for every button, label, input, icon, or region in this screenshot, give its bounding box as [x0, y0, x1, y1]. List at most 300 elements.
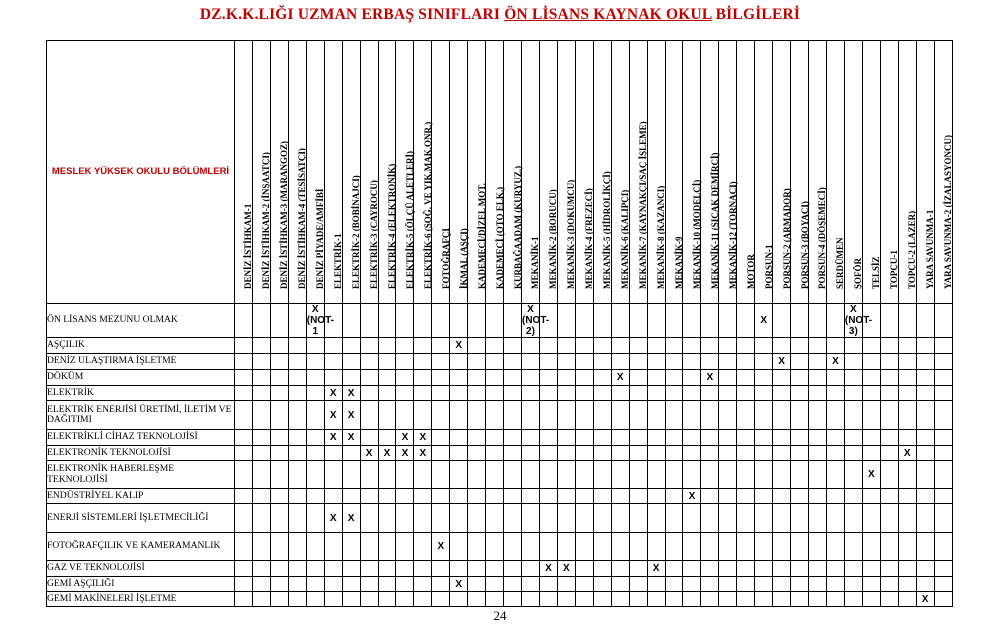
- table-cell: [791, 401, 809, 430]
- table-cell: [432, 354, 450, 370]
- table-cell: [324, 386, 342, 401]
- table-cell: [791, 370, 809, 386]
- table-cell: [504, 338, 522, 354]
- table-cell: [396, 304, 414, 338]
- table-cell: [539, 533, 557, 561]
- table-cell: [522, 401, 540, 430]
- table-cell: [791, 561, 809, 577]
- table-cell: [880, 386, 898, 401]
- table-cell: [701, 461, 719, 489]
- table-cell: [486, 386, 504, 401]
- check-mark: X: [778, 356, 785, 367]
- table-cell: [773, 370, 791, 386]
- table-cell: [826, 489, 844, 504]
- table-cell: [665, 386, 683, 401]
- table-cell: [306, 401, 324, 430]
- table-cell: [324, 533, 342, 561]
- table-cell: [450, 561, 468, 577]
- table-cell: [844, 386, 862, 401]
- table-cell: [235, 338, 253, 354]
- check-mark: X: [455, 340, 463, 351]
- table-cell: [773, 461, 791, 489]
- table-cell: [934, 430, 952, 446]
- table-cell: [235, 354, 253, 370]
- table-cell: [755, 577, 773, 592]
- column-header-label: ELEKTRİK-3 (CAYROCU): [369, 180, 380, 289]
- table-cell: [432, 592, 450, 607]
- table-cell: [862, 461, 880, 489]
- table-cell: [701, 577, 719, 592]
- table-cell: [791, 430, 809, 446]
- table-cell: [898, 370, 916, 386]
- table-cell: [701, 561, 719, 577]
- table-cell: [898, 386, 916, 401]
- table-cell: [737, 504, 755, 533]
- check-mark: X: [329, 432, 337, 443]
- table-cell: [270, 304, 288, 338]
- column-header: [773, 41, 791, 304]
- table-cell: [432, 401, 450, 430]
- table-cell: [880, 533, 898, 561]
- table-cell: [414, 446, 432, 461]
- table-cell: [306, 533, 324, 561]
- table-cell: [826, 577, 844, 592]
- table-cell: [504, 304, 522, 338]
- table-cell: [665, 370, 683, 386]
- table-cell: [360, 592, 378, 607]
- column-header-label: DENİZ İSTİHKAM-2 (İNŞAATÇI): [261, 152, 272, 289]
- table-cell: [235, 446, 253, 461]
- table-cell: [880, 461, 898, 489]
- table-cell: [880, 401, 898, 430]
- table-cell: [683, 461, 701, 489]
- table-cell: [826, 354, 844, 370]
- table-cell: [809, 561, 827, 577]
- table-cell: [522, 370, 540, 386]
- table-cell: [683, 592, 701, 607]
- column-header: [719, 41, 737, 304]
- column-header: [414, 41, 432, 304]
- table-cell: [324, 430, 342, 446]
- table-cell: [683, 430, 701, 446]
- table-cell: [665, 401, 683, 430]
- table-cell: [737, 489, 755, 504]
- table-cell: [575, 304, 593, 338]
- table-cell: [826, 304, 844, 338]
- table-cell: [378, 592, 396, 607]
- table-cell: [252, 504, 270, 533]
- column-header-label: SERDÜMEN: [835, 237, 846, 289]
- table-cell: [593, 446, 611, 461]
- table-cell: [755, 401, 773, 430]
- table-cell: [378, 401, 396, 430]
- table-cell: [522, 338, 540, 354]
- table-cell: [288, 592, 306, 607]
- column-header-label: MEKANİK-5 (HİDROLİKÇİ): [602, 171, 613, 289]
- table-cell: [791, 338, 809, 354]
- column-header: [486, 41, 504, 304]
- table-cell: [396, 504, 414, 533]
- table-cell: [773, 561, 791, 577]
- table-cell: [378, 430, 396, 446]
- table-cell: [629, 430, 647, 446]
- table-cell: [755, 386, 773, 401]
- table-cell: [934, 533, 952, 561]
- table-cell: [504, 446, 522, 461]
- table-cell: [809, 533, 827, 561]
- table-cell: [396, 386, 414, 401]
- column-header-label: MOTOR: [745, 254, 756, 289]
- table-cell: [414, 386, 432, 401]
- table-cell: [898, 489, 916, 504]
- table-cell: [252, 461, 270, 489]
- table-cell: [611, 533, 629, 561]
- table-cell: [916, 304, 934, 338]
- column-header: [360, 41, 378, 304]
- check-mark: X: [867, 469, 875, 480]
- table-cell: [755, 446, 773, 461]
- table-cell: [235, 592, 253, 607]
- table-cell: [575, 401, 593, 430]
- check-mark: X: [527, 304, 534, 315]
- table-cell: [235, 461, 253, 489]
- column-header: [288, 41, 306, 304]
- column-header: [252, 41, 270, 304]
- column-header: [880, 41, 898, 304]
- table-cell: [934, 354, 952, 370]
- table-cell: [360, 338, 378, 354]
- table-cell: [737, 304, 755, 338]
- table-cell: [665, 577, 683, 592]
- column-header-label: PORSUN-4 (DÖŞEMECİ): [817, 187, 828, 289]
- title-part-1: DZ.K.K.LIĞI UZMAN ERBAŞ SINIFLARI: [199, 6, 505, 23]
- table-cell: [629, 504, 647, 533]
- table-cell: [342, 430, 360, 446]
- table-cell: [809, 370, 827, 386]
- table-cell: [647, 504, 665, 533]
- check-mark: X: [616, 372, 624, 383]
- column-header-label: MEKANİK-12 (TORNACI): [727, 181, 738, 289]
- table-cell: [844, 561, 862, 577]
- column-header: [396, 41, 414, 304]
- table-cell: [468, 338, 486, 354]
- table-cell: [486, 592, 504, 607]
- row-label: ENERJİ SİSTEMLERİ İŞLETMECİLİĞİ: [47, 504, 235, 533]
- table-cell: [378, 504, 396, 533]
- table-cell: [378, 561, 396, 577]
- table-cell: [809, 489, 827, 504]
- table-cell: [252, 430, 270, 446]
- table-cell: [683, 577, 701, 592]
- table-cell: [288, 338, 306, 354]
- table-cell: [844, 304, 873, 338]
- table-cell: [235, 401, 253, 430]
- row-label: ELEKTRİK: [47, 386, 235, 401]
- table-cell: [432, 577, 450, 592]
- table-cell: [522, 592, 540, 607]
- table-cell: [378, 577, 396, 592]
- table-cell: [916, 446, 934, 461]
- table-cell: [450, 504, 468, 533]
- table-cell: [844, 354, 862, 370]
- table-cell: [378, 338, 396, 354]
- table-cell: [665, 592, 683, 607]
- check-mark: X: [311, 304, 319, 315]
- table-cell: [773, 386, 791, 401]
- table-cell: [539, 338, 557, 354]
- table-cell: [773, 533, 791, 561]
- table-cell: [719, 577, 737, 592]
- table-row: [47, 577, 953, 592]
- table-cell: [504, 533, 522, 561]
- table-cell: [862, 401, 880, 430]
- column-header: [432, 41, 450, 304]
- table-cell: [791, 533, 809, 561]
- table-cell: [593, 304, 611, 338]
- table-cell: [575, 504, 593, 533]
- column-header-label: İKMAL (AŞÇI): [458, 228, 469, 289]
- table-cell: [665, 561, 683, 577]
- column-header: [683, 41, 701, 304]
- note-ref: (NOT-2): [522, 315, 550, 337]
- table-cell: [557, 561, 575, 577]
- table-cell: [593, 533, 611, 561]
- table-cell: [432, 386, 450, 401]
- table-cell: [719, 592, 737, 607]
- table-cell: [396, 338, 414, 354]
- table-cell: [378, 446, 396, 461]
- table-cell: [432, 533, 450, 561]
- table-cell: [306, 489, 324, 504]
- table-cell: [934, 446, 952, 461]
- table-cell: [468, 577, 486, 592]
- column-header: [647, 41, 665, 304]
- table-cell: [826, 338, 844, 354]
- table-cell: [773, 304, 791, 338]
- table-cell: [306, 304, 334, 338]
- table-cell: [701, 354, 719, 370]
- table-cell: [557, 386, 575, 401]
- column-header-label: ŞOFÖR: [853, 257, 864, 289]
- table-cell: [557, 446, 575, 461]
- table-cell: [539, 592, 557, 607]
- table-cell: [593, 489, 611, 504]
- table-cell: [414, 577, 432, 592]
- table-cell: [862, 446, 880, 461]
- table-cell: [916, 430, 934, 446]
- table-cell: [773, 592, 791, 607]
- table-cell: [557, 577, 575, 592]
- table-cell: [880, 370, 898, 386]
- table-cell: [414, 338, 432, 354]
- table-cell: [629, 461, 647, 489]
- table-cell: [468, 489, 486, 504]
- table-cell: [647, 401, 665, 430]
- note-ref: (NOT-1: [306, 315, 334, 337]
- check-mark: X: [563, 563, 570, 574]
- table-cell: [611, 304, 629, 338]
- table-cell: [934, 401, 952, 430]
- table-cell: [880, 430, 898, 446]
- table-cell: [611, 592, 629, 607]
- table-cell: [826, 386, 844, 401]
- table-cell: [737, 577, 755, 592]
- table-cell: [593, 504, 611, 533]
- table-cell: [934, 489, 952, 504]
- table-cell: [557, 489, 575, 504]
- table-cell: [880, 304, 898, 338]
- table-cell: [647, 430, 665, 446]
- table-cell: [683, 338, 701, 354]
- note-ref: (NOT-3): [844, 315, 873, 337]
- table-cell: [809, 592, 827, 607]
- table-cell: [773, 430, 791, 446]
- table-cell: [414, 401, 432, 430]
- table-row: [47, 401, 953, 430]
- table-cell: [396, 489, 414, 504]
- table-cell: [432, 561, 450, 577]
- column-header-label: MEKANİK-3 (DOKUMCU): [566, 179, 577, 289]
- table-cell: [450, 401, 468, 430]
- table-cell: [324, 338, 342, 354]
- table-cell: [647, 354, 665, 370]
- table-cell: [557, 592, 575, 607]
- check-mark: X: [419, 447, 427, 459]
- table-cell: [826, 430, 844, 446]
- table-cell: [791, 504, 809, 533]
- table-cell: [755, 592, 773, 607]
- table-cell: [737, 533, 755, 561]
- check-mark: X: [832, 356, 839, 367]
- check-mark: X: [365, 447, 373, 459]
- row-label: FOTOĞRAFÇILIK VE KAMERAMANLIK: [47, 533, 235, 561]
- table-cell: [593, 354, 611, 370]
- table-cell: [288, 386, 306, 401]
- check-mark: X: [347, 512, 355, 524]
- table-cell: [306, 354, 324, 370]
- table-cell: [557, 461, 575, 489]
- table-cell: [629, 354, 647, 370]
- table-cell: [737, 461, 755, 489]
- table-cell: [486, 489, 504, 504]
- table-cell: [844, 533, 862, 561]
- table-cell: [252, 354, 270, 370]
- table-cell: [629, 370, 647, 386]
- table-cell: [450, 338, 468, 354]
- row-label: GEMİ MAKİNELERİ İŞLETME: [47, 592, 235, 607]
- table-cell: [539, 386, 557, 401]
- table-cell: [360, 446, 378, 461]
- table-cell: [324, 370, 342, 386]
- table-cell: [342, 354, 360, 370]
- table-cell: [288, 577, 306, 592]
- table-cell: [844, 370, 862, 386]
- table-cell: [719, 504, 737, 533]
- table-cell: [414, 430, 432, 446]
- table-cell: [898, 338, 916, 354]
- check-mark: X: [850, 304, 857, 315]
- table-cell: [486, 370, 504, 386]
- column-header-label: KURBAĞAADAM (KURYUZ.): [512, 165, 523, 289]
- table-cell: [647, 561, 665, 577]
- table-cell: [486, 504, 504, 533]
- column-header-label: KADEMECİ (OTO ELK.): [494, 186, 505, 289]
- table-cell: [647, 592, 665, 607]
- table-cell: [755, 304, 773, 338]
- table-cell: [450, 533, 468, 561]
- table-cell: [934, 338, 952, 354]
- table-cell: [235, 533, 253, 561]
- table-cell: [539, 561, 557, 577]
- table-row: [47, 561, 953, 577]
- table-cell: [235, 489, 253, 504]
- row-label: ELEKTRONİK HABERLEŞME TEKNOLOJİSİ: [47, 461, 235, 489]
- table-cell: [880, 577, 898, 592]
- table-cell: [324, 577, 342, 592]
- column-header-label: YARA SAVUNMA-1: [925, 209, 936, 289]
- table-cell: [270, 430, 288, 446]
- table-cell: [378, 489, 396, 504]
- table-cell: [414, 370, 432, 386]
- column-header-label: ELEKTRİK-2 (BOBİNAJCI): [351, 175, 362, 289]
- table-cell: [575, 461, 593, 489]
- table-cell: [575, 370, 593, 386]
- table-cell: [719, 561, 737, 577]
- table-cell: [252, 533, 270, 561]
- column-header-label: MEKANİK-9: [673, 236, 684, 289]
- table-cell: [611, 577, 629, 592]
- table-cell: [737, 561, 755, 577]
- column-header: [324, 41, 342, 304]
- table-cell: [880, 561, 898, 577]
- table-cell: [378, 533, 396, 561]
- check-mark: X: [329, 512, 337, 524]
- table-cell: [342, 533, 360, 561]
- table-cell: [683, 354, 701, 370]
- table-cell: [396, 577, 414, 592]
- table-cell: [270, 533, 288, 561]
- table-cell: [665, 461, 683, 489]
- table-cell: [486, 577, 504, 592]
- table-cell: [755, 354, 773, 370]
- table-cell: [611, 504, 629, 533]
- table-cell: [396, 561, 414, 577]
- table-cell: [252, 489, 270, 504]
- table-cell: [916, 561, 934, 577]
- table-cell: [557, 401, 575, 430]
- table-cell: [342, 304, 360, 338]
- table-cell: [593, 338, 611, 354]
- table-cell: [360, 430, 378, 446]
- table-cell: [432, 489, 450, 504]
- column-header: [791, 41, 809, 304]
- table-cell: [468, 370, 486, 386]
- table-cell: [414, 304, 432, 338]
- table-cell: [880, 489, 898, 504]
- column-header: [557, 41, 575, 304]
- table-cell: [539, 577, 557, 592]
- table-cell: [432, 461, 450, 489]
- table-cell: [360, 489, 378, 504]
- table-cell: [737, 338, 755, 354]
- table-cell: [880, 446, 898, 461]
- table-cell: [916, 489, 934, 504]
- row-label: ELEKTRONİK TEKNOLOJİSİ: [47, 446, 235, 461]
- table-cell: [898, 401, 916, 430]
- table-cell: [504, 430, 522, 446]
- table-cell: [898, 354, 916, 370]
- table-cell: [414, 504, 432, 533]
